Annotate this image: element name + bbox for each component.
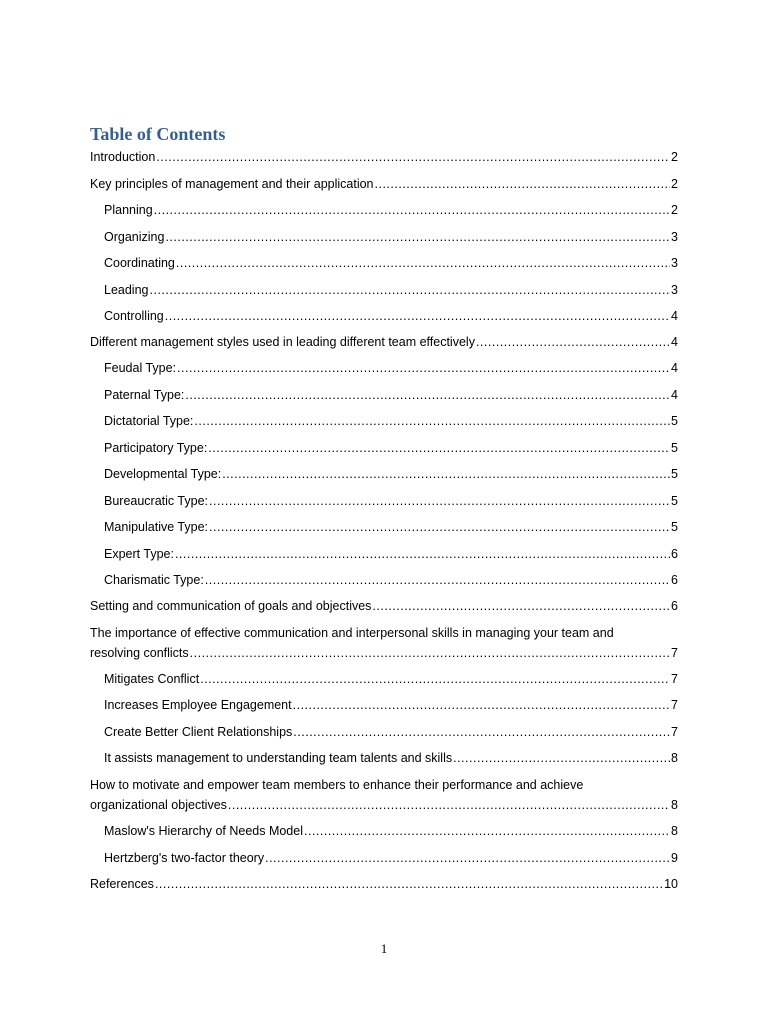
page-number: 1 [380,941,388,956]
leader-dots [176,253,670,273]
toc-entry-label: Leading [104,283,149,297]
leader-dots [190,643,670,663]
toc-entry-label: Increases Employee Engagement [104,698,292,712]
toc-entry-page: 8 [671,824,678,838]
toc-entry-page: 5 [671,441,678,455]
toc-entry-label: Planning [104,203,153,217]
toc-entry[interactable] [104,821,678,841]
toc-entry[interactable] [90,623,678,663]
leader-dots [205,570,670,590]
leader-dots [150,280,671,300]
toc-entry[interactable] [104,848,678,868]
leader-dots [265,848,670,868]
toc-entry-label: Introduction [90,150,156,164]
toc-entry-page: 5 [671,520,678,534]
toc-entry[interactable] [104,227,678,247]
toc-entry-label: resolving conflicts [90,646,189,660]
toc-entry-page: 5 [671,467,678,481]
leader-dots [375,174,671,194]
leader-dots [453,748,670,768]
toc-entry-label: Different management styles used in leading different team effectively [90,335,475,349]
toc-entry[interactable] [104,385,678,405]
toc-entry[interactable] [104,200,678,220]
toc-entry[interactable] [104,491,678,511]
toc-entry[interactable] [90,174,678,194]
toc-entry[interactable] [104,669,678,689]
toc-entry-label: Participatory Type: [104,441,208,455]
leader-dots [155,874,663,894]
toc-entry-label: Mitigates Conflict [104,672,200,686]
toc-entry-page: 4 [671,361,678,375]
toc-entry[interactable] [104,306,678,326]
toc-entry-page: 10 [664,877,678,891]
toc-entry-label: It assists management to understanding team talents and skills [104,751,453,765]
toc-entry-label: Feudal Type: [104,361,177,375]
toc-entry[interactable] [104,544,678,564]
toc-entry-page: 2 [671,203,678,217]
toc-entry[interactable] [104,280,678,300]
toc-entry-page: 7 [671,725,678,739]
leader-dots [293,695,670,715]
leader-dots [165,306,670,326]
toc-entry-label: Key principles of management and their application [90,177,374,191]
leader-dots [154,200,670,220]
leader-dots [185,385,670,405]
leader-dots [175,544,670,564]
toc-entry[interactable] [104,695,678,715]
toc-entry-label-line1: The importance of effective communication and interpersonal skills in managing your team and [90,626,614,640]
toc-entry-page: 8 [671,798,678,812]
toc-entry[interactable] [104,253,678,273]
toc-entry-page: 3 [671,283,678,297]
toc-entry[interactable] [104,358,678,378]
toc-entry[interactable] [104,411,678,431]
toc-entry-page: 7 [671,698,678,712]
toc-entry[interactable] [104,517,678,537]
leader-dots [476,332,670,352]
toc-entry[interactable] [104,722,678,742]
toc-entry-label: Expert Type: [104,547,174,561]
toc-entry-label-line1: How to motivate and empower team members to enhance their performance and achieve [90,778,584,792]
toc-entry-page: 5 [671,494,678,508]
toc-entry-page: 5 [671,414,678,428]
toc-entry-page: 6 [671,547,678,561]
toc-entry[interactable] [104,464,678,484]
toc-entry-page: 4 [671,309,678,323]
leader-dots [177,358,670,378]
toc-entry[interactable] [90,596,678,616]
toc-title: Table of Contents [90,124,226,144]
leader-dots [208,438,670,458]
toc-entry-page: 6 [671,573,678,587]
leader-dots [165,227,670,247]
toc-entry[interactable] [90,874,678,894]
toc-entry[interactable] [90,332,678,352]
toc-entry-page: 8 [671,751,678,765]
toc-entry-label: Paternal Type: [104,388,185,402]
toc-entry-label: Setting and communication of goals and objectives [90,599,372,613]
leader-dots [304,821,670,841]
toc-entry-page: 2 [671,177,678,191]
leader-dots [372,596,670,616]
toc-entry-label: Organizing [104,230,165,244]
toc-entry-page: 4 [671,335,678,349]
leader-dots [209,517,670,537]
leader-dots [156,147,670,167]
toc-entry-page: 9 [671,851,678,865]
toc-entry[interactable] [104,570,678,590]
toc-entry-page: 2 [671,150,678,164]
leader-dots [228,795,670,815]
toc-entry-label: Controlling [104,309,164,323]
toc-entry-label: Charismatic Type: [104,573,204,587]
toc-entry-label: organizational objectives [90,798,227,812]
toc-entry-page: 7 [671,646,678,660]
leader-dots [209,491,670,511]
toc-entry-label: Coordinating [104,256,175,270]
toc-entry-page: 4 [671,388,678,402]
leader-dots [222,464,670,484]
leader-dots [293,722,670,742]
toc-entry-label: References [90,877,154,891]
toc-entry-label: Maslow's Hierarchy of Needs Model [104,824,303,838]
toc-entry-label: Developmental Type: [104,467,222,481]
toc-entry-page: 3 [671,230,678,244]
toc-entry-page: 6 [671,599,678,613]
toc-entry[interactable] [104,438,678,458]
leader-dots [194,411,670,431]
toc-entry-label: Bureaucratic Type: [104,494,208,508]
toc-entry-page: 3 [671,256,678,270]
leader-dots [200,669,670,689]
toc-entry[interactable] [90,147,678,167]
toc-entry[interactable] [90,775,678,815]
toc-entry-label: Manipulative Type: [104,520,208,534]
toc-entry[interactable] [104,748,678,768]
toc-entry-label: Dictatorial Type: [104,414,194,428]
toc-entry-label: Hertzberg's two-factor theory [104,851,265,865]
toc-entry-page: 7 [671,672,678,686]
toc-entry-label: Create Better Client Relationships [104,725,293,739]
